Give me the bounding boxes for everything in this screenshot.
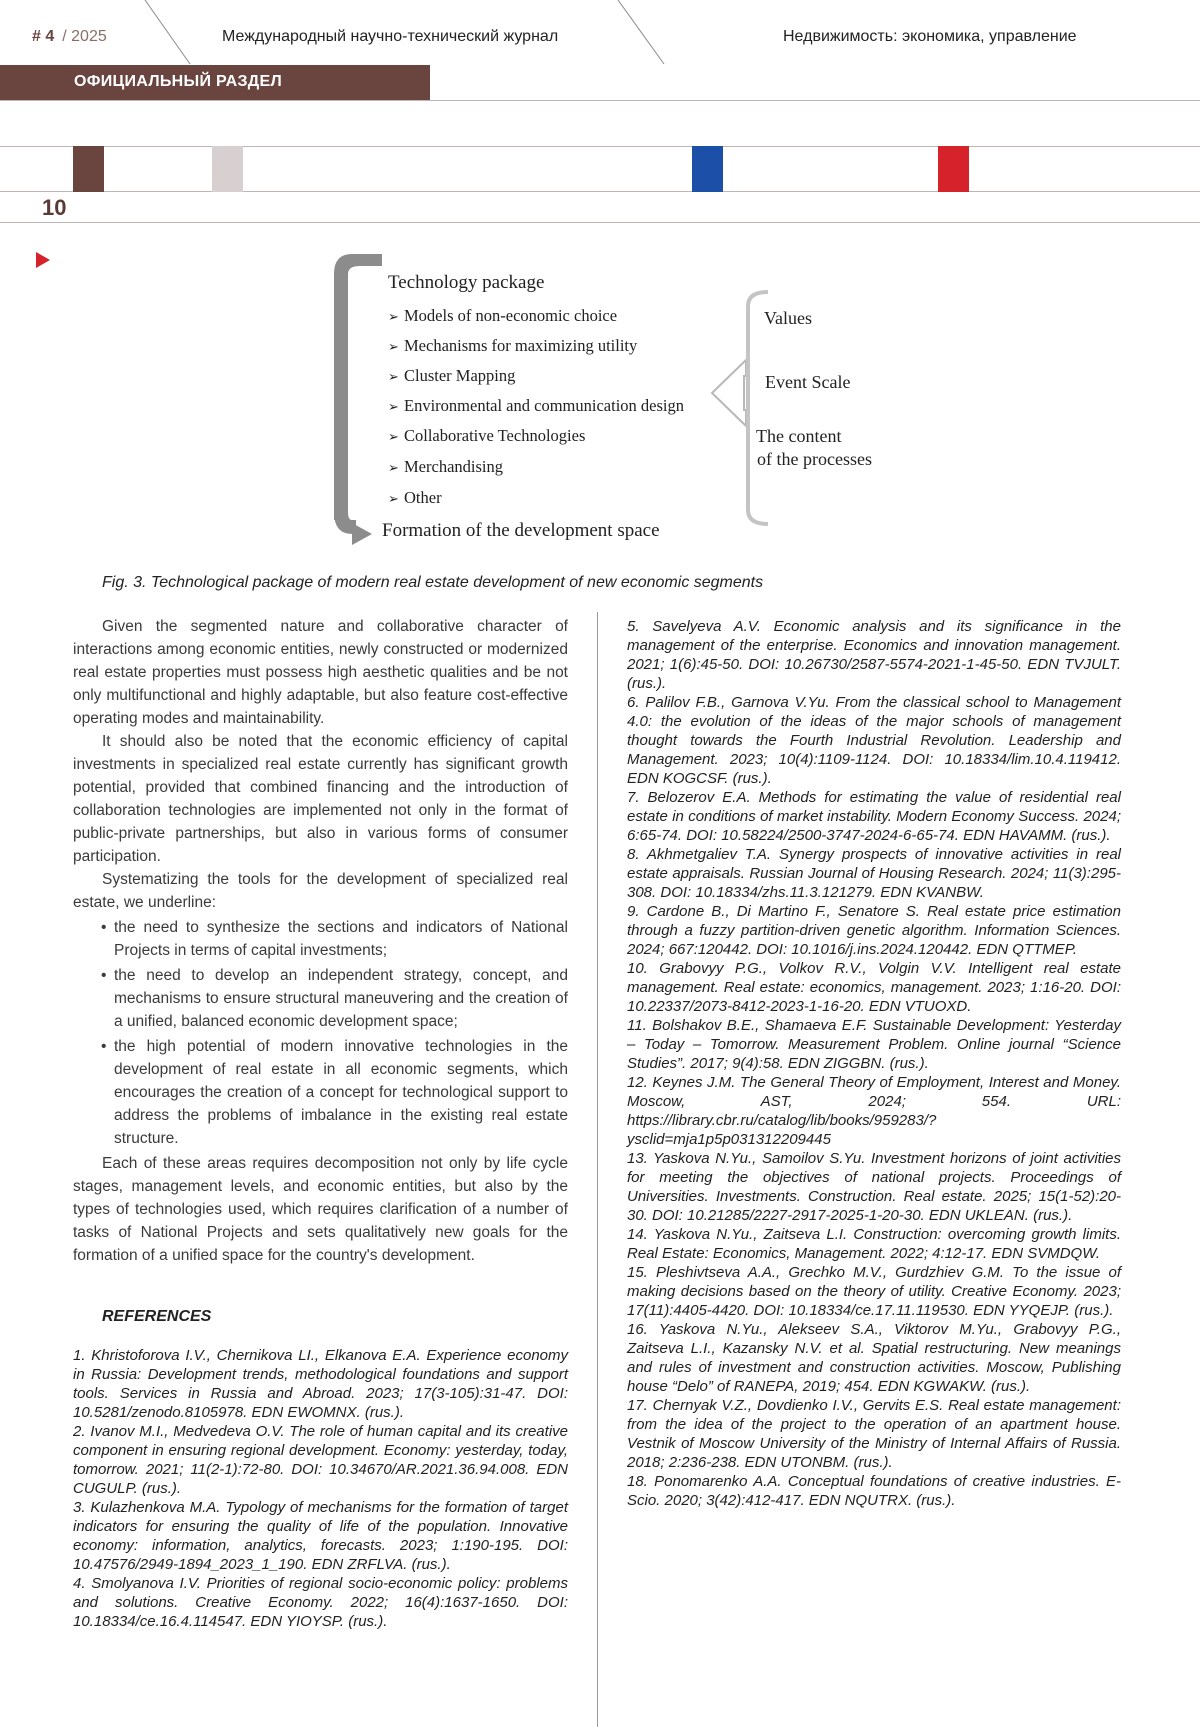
reference-item: 2. Ivanov M.I., Medvedeva O.V. The role of human capital and its creative component in ensuring regional development. Economy: yesterday, today, tomorrow. 2021; 11(2-1):72-80. DOI: 10.34670/AR.2021.36.94.008. EDN CUGULP. (rus.).	[73, 1423, 568, 1497]
figure-item-label: Other	[404, 488, 442, 507]
swatch-rule-top	[0, 146, 1200, 147]
article-body	[73, 615, 568, 1267]
swatch-rule-bottom	[0, 191, 1200, 192]
figure-caption: Fig. 3. Technological package of modern real estate development of new economic segments	[102, 574, 764, 591]
reference-item: 3. Kulazhenkova M.A. Typology of mechanisms for the formation of target indicators for ensuring the quality of life of the population. Innovative economy: information, analytics, forecasts. 2023; 1:190-195. DOI: 10.47576/2949-1894_2023_1_190. EDN ZRFLVA. (rus.).	[73, 1499, 568, 1573]
figure-title: Technology package	[388, 272, 545, 293]
list-item	[73, 964, 568, 1033]
figure-content-label-2: of the processes	[757, 449, 872, 469]
list-item-text: the high potential of modern innovative technologies in the development of real estate in all economic segments, which encourages the creation of a concept for technological support to address the problems of imbalance in the existing real estate structure.	[114, 1038, 568, 1147]
journal-topic: Недвижимость: экономика, управление	[783, 28, 1077, 45]
bullet-arrow-icon: ➢	[388, 491, 399, 506]
figure-values-label: Values	[764, 308, 812, 328]
input-arrow-icon	[712, 360, 746, 426]
figure-item	[388, 457, 503, 477]
paragraph: Given the segmented nature and collaborative character of interactions among economic entities, newly constructed or modernized real estate properties must possess high aesthetic qualities and be not only multifunctional and highly adaptable, but also feature cost-effective operating modes and maintainability.	[73, 618, 568, 727]
flow-arrow-head-icon	[352, 523, 372, 545]
bullet-arrow-icon: ➢	[388, 460, 399, 475]
bullet-arrow-icon: ➢	[388, 339, 399, 354]
references-list-left	[73, 1346, 568, 1631]
figure-content-label-1: The content	[756, 426, 842, 446]
references-heading: REFERENCES	[102, 1308, 212, 1325]
bullet-dot-icon: •	[101, 967, 107, 984]
figure-item-label: Environmental and communication design	[404, 396, 684, 415]
header-rule	[0, 100, 1200, 101]
reference-item: 9. Cardone B., Di Martino F., Senatore S. Real estate price estimation through a fuzzy partition-driven genetic algorithm. Information Sciences. 2024; 667:120442. DOI: 10.1016/j.ins.2024.120442. EDN QTTMEP.	[627, 903, 1121, 958]
color-swatch-gray	[212, 146, 243, 192]
bullet-dot-icon: •	[101, 919, 107, 936]
bullet-list	[73, 916, 568, 1150]
reference-item: 16. Yaskova N.Yu., Alekseev S.A., Viktorov M.Yu., Grabovyy P.G., Zaitseva L.I., Kazansky N.V. et al. Spatial restructuring. New meanings and rules of investment and construction activities. Moscow, Publishing house “Delo” of RANEPA, 2019; 454. EDN KGWAKW. (rus.).	[627, 1321, 1121, 1395]
list-item	[73, 1035, 568, 1150]
reference-item: 13. Yaskova N.Yu., Samoilov S.Yu. Investment horizons of joint activities for meeting the objectives of national projects. Proceedings of Universities. Investments. Construction. Real estate. 2025; 15(1-52):20-30. DOI: 10.21285/2227-2917-2025-1-20-30. EDN UKLEAN. (rus.).	[627, 1150, 1121, 1224]
reference-item: 18. Ponomarenko A.A. Conceptual foundations of creative industries. E-Scio. 2020; 3(42):412-417. EDN NQUTRX. (rus.).	[627, 1473, 1121, 1509]
figure-item	[388, 306, 617, 326]
bullet-arrow-icon: ➢	[388, 369, 399, 384]
reference-item: 12. Keynes J.M. The General Theory of Employment, Interest and Money. Moscow, AST, 2024; 554. URL: https://library.cbr.ru/catalog/lib/books/959283/?ysclid=mja1p5p031312209445	[627, 1074, 1121, 1148]
figure-bottom-label: Formation of the development space	[382, 520, 660, 541]
column-divider	[597, 612, 598, 1727]
color-swatch-brown	[73, 146, 104, 192]
issue-year: / 2025	[62, 28, 107, 45]
figure-item-label: Collaborative Technologies	[404, 426, 586, 445]
reference-item: 15. Pleshivtseva A.A., Grechko M.V., Gurdzhiev G.M. To the issue of making decisions based on the theory of utility. Creative Economy. 2023; 17(11):4405-4420. DOI: 10.18334/ce.17.11.119530. EDN YYQEJP. (rus.).	[627, 1264, 1121, 1319]
bullet-dot-icon: •	[101, 1038, 107, 1055]
flow-arrow-icon	[334, 254, 382, 520]
paragraph: Systematizing the tools for the development of specialized real estate, we underline:	[73, 871, 568, 911]
bullet-arrow-icon: ➢	[388, 399, 399, 414]
figure-item-label: Models of non-economic choice	[404, 306, 618, 325]
figure-item	[388, 366, 515, 386]
bullet-arrow-icon: ➢	[388, 309, 399, 324]
reference-item: 4. Smolyanova I.V. Priorities of regional socio-economic policy: problems and solutions. Creative Economy. 2022; 16(4):1637-1650. DOI: 10.18334/ce.16.4.114547. EDN YIOYSP. (rus.).	[73, 1575, 568, 1630]
figure-item	[388, 488, 442, 508]
reference-item: 1. Khristoforova I.V., Chernikova LI., Elkanova E.A. Experience economy in Russia: Development trends, methodological foundations and support tools. Services in Russia and Abroad. 2023; 17(3-105):31-47. DOI: 10.5281/zenodo.8105978. EDN EWOMNX. (rus.).	[73, 1347, 568, 1421]
list-item-text: the need to develop an independent strategy, concept, and mechanisms to ensure structural maneuvering and the creation of a unified, balanced economic development space;	[114, 967, 568, 1030]
figure-item-label: Mechanisms for maximizing utility	[404, 336, 638, 355]
paragraph: Each of these areas requires decomposition not only by life cycle stages, management levels, and economic entities, but also by the types of technologies used, which requires clarification of a number of tasks of National Projects and sets qualitatively new goals for the formation of a unified space for the country's development.	[73, 1155, 568, 1264]
references-list-right	[627, 617, 1121, 1510]
color-swatch-blue	[692, 146, 723, 192]
color-swatch-red	[938, 146, 969, 192]
section-banner	[0, 65, 430, 100]
figure-item	[388, 426, 585, 446]
paragraph: It should also be noted that the economic efficiency of capital investments in specialized real estate currently has significant growth potential, provided that combined financing and the introduction of collaboration technologies are implemented not only in the format of public-private partnerships, but also in various forms of consumer participation.	[73, 733, 568, 865]
reference-item: 14. Yaskova N.Yu., Zaitseva L.I. Construction: overcoming growth limits. Real Estate: Economics, Management. 2022; 4:12-17. EDN SVMDQW.	[627, 1226, 1121, 1262]
figure-item	[388, 396, 684, 416]
section-title: ОФИЦИАЛЬНЫЙ РАЗДЕЛ	[74, 73, 282, 90]
page-number: 10	[42, 195, 67, 220]
reference-item: 8. Akhmetgaliev T.A. Synergy prospects of innovative activities in real estate appraisals. Russian Journal of Housing Research. 2024; 11(3):295-308. DOI: 10.18334/zhs.11.3.121279. EDN KVANBW.	[627, 846, 1121, 901]
figure-item-label: Merchandising	[404, 457, 503, 476]
reference-item: 6. Palilov F.B., Garnova V.Yu. From the classical school to Management 4.0: the evolution of the ideas of the major schools of management thought towards the Fourth Industrial Revolution. Leadership and Management. 2023; 10(4):1109-1124. DOI: 10.18334/lim.10.4.119412. EDN KOGCSF. (rus.).	[627, 694, 1121, 787]
reference-item: 11. Bolshakov B.E., Shamaeva E.F. Sustainable Development: Yesterday – Today – Tomorrow. Measurement Problem. Online journal “Science Studies”. 2017; 9(4):58. EDN ZIGGBN. (rus.).	[627, 1017, 1121, 1072]
page-rule	[0, 222, 1200, 223]
reference-item: 7. Belozerov E.A. Methods for estimating the value of residential real estate in conditions of market instability. Modern Economy Success. 2024; 6:65-74. DOI: 10.58224/2500-3747-2024-6-65-74. EDN HAVAMM. (rus.).	[627, 789, 1121, 844]
journal-title: Международный научно-технический журнал	[222, 28, 559, 45]
reference-item: 17. Chernyak V.Z., Dovdienko I.V., Gervits E.S. Real estate management: from the idea of the project to the operation of an apartment house. Vestnik of Moscow University of the Ministry of Internal Affairs of Russia. 2018; 2:236-238. EDN UTONBM. (rus.).	[627, 1397, 1121, 1471]
bullet-arrow-icon: ➢	[388, 429, 399, 444]
reference-item: 10. Grabovyy P.G., Volkov R.V., Volgin V.V. Intelligent real estate management. Real estate: economics, management. 2023; 1:16-20. DOI: 10.22337/2073-8412-2023-1-16-20. EDN VTUOXD.	[627, 960, 1121, 1015]
figure-event-scale-label: Event Scale	[765, 372, 851, 392]
list-item-text: the need to synthesize the sections and indicators of National Projects in terms of capital investments;	[114, 919, 568, 959]
figure-technology-package	[0, 240, 1200, 560]
list-item	[73, 916, 568, 962]
figure-item-label: Cluster Mapping	[404, 366, 516, 385]
figure-item	[388, 336, 637, 356]
reference-item: 5. Savelyeva A.V. Economic analysis and its significance in the management of the enterprise. Economics and innovation management. 2021; 1(6):45-50. DOI: 10.26730/2587-5574-2021-1-45-50. EDN TVJULT. (rus.).	[627, 618, 1121, 692]
issue-label: # 4	[32, 28, 55, 45]
